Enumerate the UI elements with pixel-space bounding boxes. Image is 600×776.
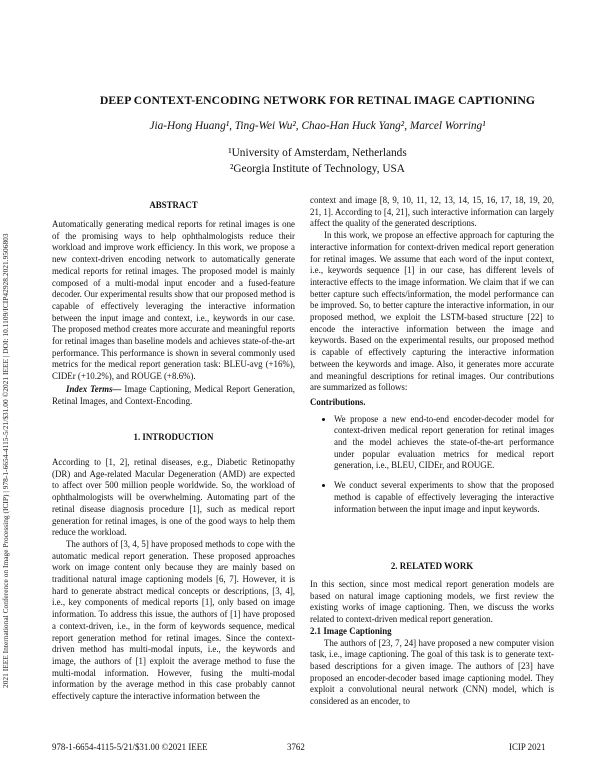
related-work-section bbox=[310, 579, 554, 708]
intro-heading: 1. INTRODUCTION bbox=[133, 432, 214, 442]
contribution-item: • We conduct several experiments to show that the proposed method is capable of effectively leveraging the interactive information between the input image and input keywords. bbox=[334, 480, 554, 515]
intro-right-column bbox=[310, 195, 554, 515]
author-list: Jia-Hong Huang¹, Ting-Wei Wu², Chao-Han Huck Yang², Marcel Worring¹ bbox=[149, 120, 486, 132]
related-work-heading: 2. RELATED WORK bbox=[390, 561, 474, 571]
doi-sidebar-text: 2021 IEEE International Conference on Image Processing (ICIP) | 978-1-6654-4115-5/21/$31.00 ©2021 IEEE | DOI: 10.1109/ICIP42928.2021.9506803 bbox=[1, 233, 10, 688]
related-work-paragraph-1: In this section, since most medical report generation models are based on natural image captioning models, we first review the existing works of image captioning. Then, we discuss the works related to context-driven medical report generation. bbox=[310, 579, 554, 625]
index-terms-text: Image Captioning, Medical Report Generation, Retinal Images, and Context-Encoding. bbox=[52, 383, 296, 406]
contribution-item: • We propose a new end-to-end encoder-decoder model for context-driven medical report generation for retinal images and the model achieves the state-of-the-art performance under popular evaluation metrics for medical report generation, i.e., BLEU, CIDEr, and ROUGE. bbox=[334, 414, 554, 473]
page-number: 3762 bbox=[287, 742, 305, 752]
abstract-body: Automatically generating medical reports for retinal images is one of the promising ways to help ophthalmologists reduce their workload and improve work efficiency. In this work, we propose a new context-driven encoding network to automatically generate medical reports for retinal images. The proposed model is mainly composed of a multi-modal input encoder and a fused-feature decoder. Our experimental results show that our proposed method is capable of effectively leveraging the interactive information between the input image and context, i.e., keywords in our case. The proposed method creates more accurate and meaningful reports for retinal images than baseline models and achieves state-of-the-art performance. This performance is shown in several commonly used metrics for the medical report generation task: BLEU-avg (+16%), CIDEr (+10.2%), and ROUGE (+8.6%). bbox=[52, 219, 295, 382]
footer-conference: ICIP 2021 bbox=[509, 742, 546, 752]
intro-paragraph-2: The authors of [3, 4, 5] have proposed methods to cope with the automatic medical report generation. These proposed approaches work on image content only because they are mainly based on traditional natural image captioning models [6, 7]. However, it is hard to generate abstract medical concepts or descriptions, [3, 4], i.e., key components of medical reports [1], only based on image information. To address this issue, the authors of [1] have proposed a context-driven, i.e., in the form of keywords sequence, medical report generation method for retinal images. Since the context-driven method has multi-modal inputs, i.e., the keywords and image, the authors of [1] exploit the average method to fuse the multi-modal information. However, fusing the multi-modal information by the average method in this case probably cannot effectively capture the interactive information between the bbox=[52, 538, 295, 702]
intro-paragraph-3: In this work, we propose an effective approach for capturing the interactive information for context-driven medical report generation for retinal images. We assume that each word of the input context, i.e., keywords sequence [1] in our case, has different levels of interactive effects to the image information. We claim that if we can better capture such effects/information, the model performance can be improved. So, to better capture the interactive information, in our proposed method, we exploit the LSTM-based structure [22] to encode the interactive information between the image and keywords. Based on the experimental results, our proposed method is capable of effectively capturing the interactive information between the keywords and image. Also, it generates more accurate and meaningful descriptions for retinal images. Our contributions are summarized as follows: bbox=[310, 230, 554, 393]
affiliation-1: ¹University of Amsterdam, Netherlands bbox=[228, 147, 407, 159]
doi-sidebar bbox=[0, 0, 22, 776]
abstract-section bbox=[52, 219, 295, 407]
index-terms bbox=[52, 384, 295, 407]
intro-paragraph-2-continued: context and image [8, 9, 10, 11, 12, 13, 14, 15, 16, 17, 18, 19, 20, 21, 1]. According to [4, 21], such interactive information can largely affect the quality of the generated descriptions. bbox=[310, 195, 554, 229]
contributions-heading: Contributions. bbox=[310, 396, 366, 407]
intro-left-column bbox=[52, 457, 295, 703]
intro-paragraph-1: According to [1, 2], retinal diseases, e.g., Diabetic Retinopathy (DR) and Age-related Macular Degeneration (AMD) are expected to affect over 500 million people worldwide. So, the workload of ophthalmologists will be overwhelming. Automating part of the retinal disease diagnosis procedure [1], such as medical report generation for retinal images, is one of the good ways to help them reduce the workload. bbox=[52, 457, 295, 538]
image-captioning-subheading: 2.1 Image Captioning bbox=[310, 625, 392, 636]
paper-title: DEEP CONTEXT-ENCODING NETWORK FOR RETINAL IMAGE CAPTIONING bbox=[99, 94, 536, 107]
affiliation-2: ²Georgia Institute of Technology, USA bbox=[230, 163, 405, 175]
abstract-heading: ABSTRACT bbox=[149, 200, 198, 210]
index-terms-label: Index Terms— bbox=[66, 383, 122, 394]
related-work-paragraph-2: The authors of [23, 7, 24] have proposed a new computer vision task, i.e., image captioning. The goal of this task is to generate text-based descriptions for a given image. The authors of [23] have proposed an encoder-decoder based image captioning model. They exploit a convolutional neural network (CNN) model, which is considered as an encoder, to bbox=[310, 637, 554, 707]
contributions-list bbox=[310, 414, 554, 516]
footer-copyright: 978-1-6654-4115-5/21/$31.00 ©2021 IEEE bbox=[52, 742, 208, 752]
